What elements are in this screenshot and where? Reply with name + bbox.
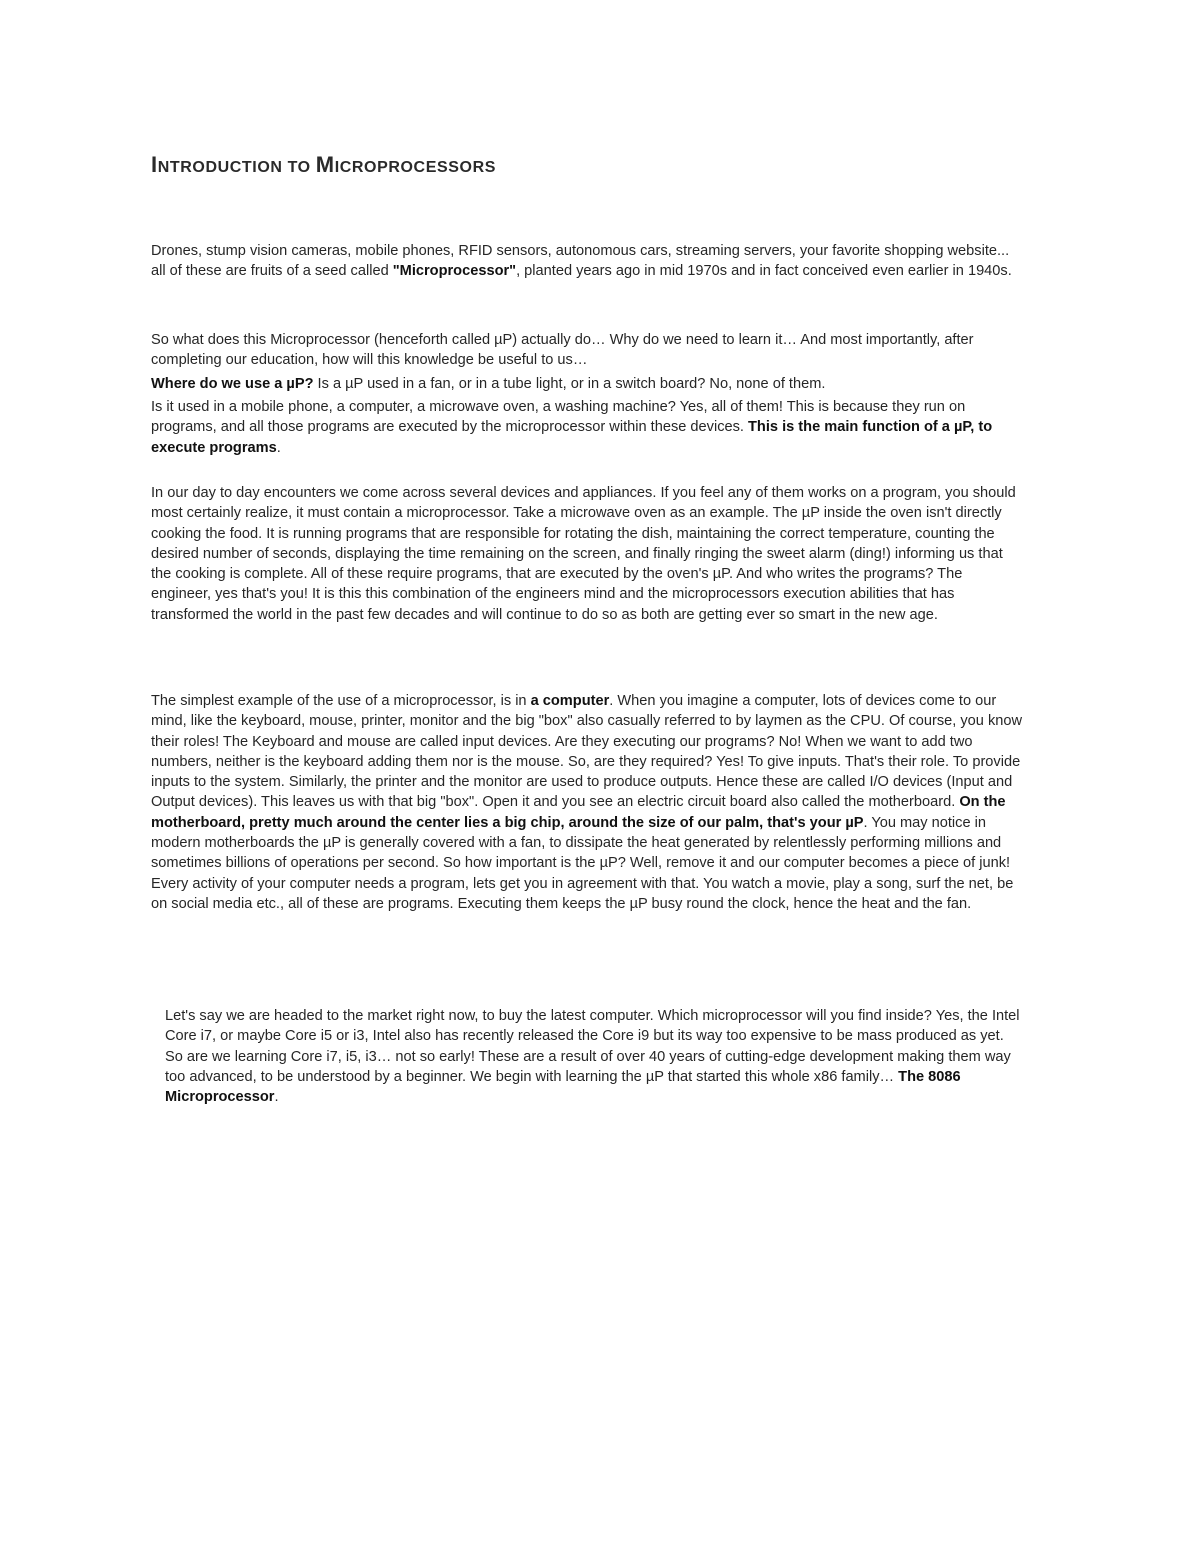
paragraph-text: .: [274, 1089, 279, 1106]
paragraph-mobile-phone: [151, 397, 1026, 458]
title-initial-i: I: [151, 152, 158, 177]
title-initial-m: M: [315, 152, 335, 177]
page-title: [151, 152, 496, 178]
paragraph-text: Let's say we are headed to the market right now, to buy the latest computer. Which microprocessor will you find inside? Yes, the Intel Core i7, or maybe Core i5 or i3, Intel also has recently released the Core i9 but its way too expensive to be mass produced as yet. So are we learning Core i7, i5, i3… not so early! These are a result of over 40 years of cutting-edge development making them way too advanced, to be understood by a beginner. We begin with learning the µP that started this whole x86 family…: [165, 1008, 1020, 1085]
paragraph-text: Is it used in a mobile phone, a computer, a microwave oven, a washing machine? Yes, all of them! This is because they run on programs, and all those programs are executed by the microprocessor within these devices.: [151, 399, 966, 436]
paragraph-computer: [151, 691, 1026, 914]
paragraph-bold: On the motherboard, pretty much around the center lies a big chip, around the size of our palm, that's your µP: [151, 794, 1006, 831]
title-text-2: ICROPROCESSORS: [334, 159, 497, 176]
paragraph-text: Drones, stump vision cameras, mobile phones, RFID sensors, autonomous cars, streaming servers, your favorite shopping website... all of these are fruits of a seed called: [151, 243, 1010, 280]
paragraph-text: , planted years ago in mid 1970s and in fact conceived even earlier in 1940s.: [516, 263, 1012, 280]
paragraph-bold: "Microprocessor": [392, 263, 517, 280]
paragraph-market: [165, 1006, 1025, 1107]
paragraph-text: The simplest example of the use of a microprocessor, is in: [151, 693, 531, 709]
paragraph-bold: Where do we use a µP?: [151, 376, 314, 392]
paragraph-day-to-day: [151, 483, 1026, 625]
paragraph-bold: The 8086 Microprocessor: [165, 1068, 961, 1106]
paragraph-drones: [151, 241, 1026, 282]
title-text-1: NTRODUCTION TO: [157, 159, 316, 176]
paragraph-text: . When you imagine a computer, lots of devices come to our mind, like the keyboard, mouse, printer, monitor and the big "box" also casually referred to by laymen as the CPU. Of course, you know their roles! The Keyboard and mouse are called input devices. Are they executing our programs? No! When we want to add two numbers, neither is the keyboard adding them nor is the mouse. So, are they required? Yes! To give inputs. That's their role. To provide inputs to the system. Similarly, the printer and the monitor are used to produce outputs. Hence these are called I/O devices (Input and Output devices). This leaves us with that big "box". Open it and you see an electric circuit board also called the motherboard.: [151, 693, 1023, 811]
paragraph-text: . You may notice in modern motherboards the µP is generally covered with a fan, to dissipate the heat generated by relentlessly performing millions and sometimes billions of operations per second. So how important is the µP? Well, remove it and our computer becomes a piece of junk! Every activity of your computer needs a program, lets get you in agreement with that. You watch a movie, play a song, surf the net, be on social media etc., all of these are programs. Executing them keeps the µP busy round the clock, hence the heat and the fan.: [151, 814, 1014, 912]
paragraph-text: In our day to day encounters we come across several devices and appliances. If you feel any of them works on a program, you should most certainly realize, it must contain a microprocessor. Take a microwave oven as an example. The µP inside the oven isn't directly cooking the food. It is running programs that are responsible for rotating the dish, maintaining the correct temperature, counting the desired number of seconds, displaying the time remaining on the screen, and finally ringing the sweet alarm (ding!) informing us that the cooking is complete. All of these require programs, that are executed by the oven's µP. And who writes the programs? The engineer, yes that's you! It is this this combination of the engineers mind and the microprocessors execution abilities that has transformed the world in the past few decades and will continue to do so as both are getting ever so smart in the new age.: [151, 485, 1016, 623]
paragraph-bold: a computer: [530, 693, 610, 709]
paragraph-bold: This is the main function of a µP, to execute programs: [151, 419, 993, 456]
paragraph-text: Is a µP used in a fan, or in a tube light, or in a switch board? No, none of them.: [313, 376, 826, 392]
paragraph-what-does: [151, 330, 1026, 371]
paragraph-text: So what does this Microprocessor (henceforth called µP) actually do… Why do we need to learn it… And most importantly, after completing our education, how will this knowledge be useful to us…: [151, 332, 974, 369]
paragraph-where-use: [151, 374, 1026, 394]
paragraph-text: .: [276, 439, 281, 456]
